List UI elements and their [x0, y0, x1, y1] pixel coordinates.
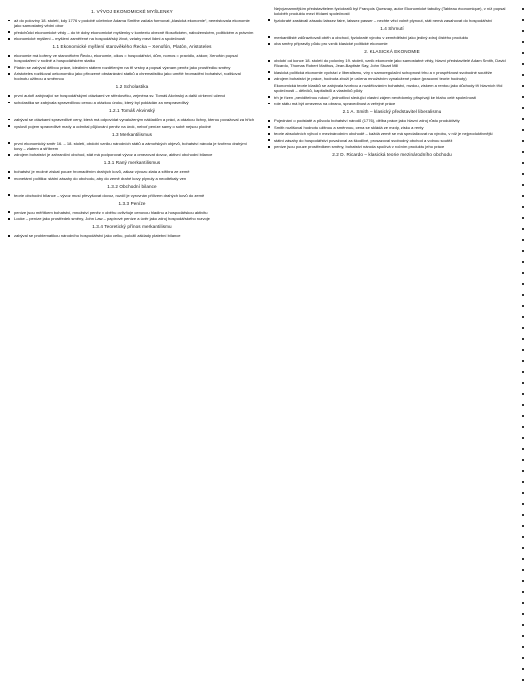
bullet-paragraph: klasická politická ekonomie vychází z liberalismu, víry v samoregulační schopnost trhu a v prospěšnost svobodné soutěže — [268, 70, 516, 75]
edge-mark — [522, 558, 524, 560]
edge-mark — [522, 613, 524, 615]
edge-mark — [522, 448, 524, 450]
edge-mark — [522, 536, 524, 538]
section-heading: 2. KLASICKÁ EKONOMIE — [364, 49, 420, 55]
edge-mark — [522, 85, 524, 87]
edge-mark — [522, 250, 524, 252]
bullet-paragraph: zdrojem bohatství je práce, hodnota zboží je určena množstvím vynaložené práce (pracovní teorie hodnoty) — [268, 76, 516, 81]
edge-mark — [522, 492, 524, 494]
bullet-paragraph: zabýval se problematikou národního hospodářství jako celku, položil základy platební bilance — [8, 233, 256, 238]
left-column — [8, 6, 256, 240]
bullet-paragraph: Smith rozlišoval hodnotu užitnou a směnnou, cena se skládá ze mzdy, zisku a renty — [268, 125, 516, 130]
edge-mark — [522, 195, 524, 197]
section-heading: 1.3.2 Obchodní bilance — [107, 183, 157, 189]
section-heading: 1.3.4 Teoretický přínos merkantilismu — [92, 224, 172, 230]
edge-mark — [522, 272, 524, 274]
section-heading: 1.2 Scholastika — [115, 84, 149, 90]
edge-mark — [522, 503, 524, 505]
section-heading: 1.1 Ekonomické myšlení starověkého Řecka – Xenofón, Platón, Aristoteles — [52, 44, 212, 50]
bullet-paragraph: fyziokraté zastávali zásadu laissez faire, laissez passer – nechte věci volně plynout, stát nemá zasahovat do hospodářství — [268, 18, 516, 23]
edge-mark — [522, 118, 524, 120]
edge-mark — [522, 63, 524, 65]
bullet-paragraph: první ekonomický směr 16. – 18. století, období vzniku národních států a zámořských objevů, bohatství národa je tvořeno drahými kovy – zlatem a stříbrem — [8, 141, 256, 151]
edge-mark — [522, 360, 524, 362]
bullet-paragraph: zdrojem bohatství je zahraniční obchod, stát má podporovat vývoz a omezovat dovoz, aktivní obchodní bilance — [8, 152, 256, 157]
edge-mark — [522, 382, 524, 384]
bullet-paragraph: bohatství je možné získat pouze hromaděním drahých kovů, zákaz vývozu zlata a stříbra ze země — [8, 169, 256, 174]
edge-mark — [522, 173, 524, 175]
edge-mark — [522, 305, 524, 307]
bullet-paragraph: první autoři zabývající se hospodářskými otázkami ve středověku, zejména sv. Tomáš Akvinský a další církevní učenci — [8, 93, 256, 98]
edge-mark — [522, 52, 524, 54]
bullet-paragraph: peníze jsou pouze prostředkem směny, bohatství národa spočívá v ročním produktu jeho práce — [268, 144, 516, 149]
edge-mark — [522, 371, 524, 373]
edge-mark — [522, 591, 524, 593]
right-column — [268, 6, 516, 161]
bullet-paragraph: Pojednání o podstatě a původu bohatství národů (1776), dělba práce jako hlavní zdroj růstu produktivity — [268, 118, 516, 123]
bullet-paragraph: oba směry připravily půdu pro vznik klasické politické ekonomie — [268, 41, 516, 46]
bullet-paragraph: Platón se zabýval dělbou práce, ideálním státem rozděleným na tři vrstvy a popsal význam peněz jako prostředku směny — [8, 65, 256, 70]
edge-mark — [522, 668, 524, 670]
bullet-paragraph: státní zásahy do hospodářství považoval za škodlivé, prosazoval svobodný obchod a volnou soutěž — [268, 138, 516, 143]
section-heading: 1.4 Shrnutí — [380, 25, 404, 31]
edge-mark — [522, 261, 524, 263]
edge-mark — [522, 349, 524, 351]
edge-mark — [522, 657, 524, 659]
edge-mark — [522, 624, 524, 626]
paragraph: Ekonomická teorie klasiků se zabývala tvorbou a rozdělováním bohatství, mzdou, ziskem a rentou jako důchody tří hlavních tříd společnosti – dělníků, kapitalistů a vlastníků půdy — [274, 82, 503, 93]
paragraph: Nejvýznamnějším představitelem fyziokratů byl François Quesnay, autor Ekonomické tabulky (Tableau économique), v níž popsal koloběh produktu mezi třídami společnosti — [274, 6, 506, 17]
bullet-paragraph: role státu má být omezena na obranu, spravedlnost a veřejné práce — [268, 101, 516, 106]
edge-mark — [522, 294, 524, 296]
page-edge-marks — [522, 0, 528, 686]
edge-mark — [522, 404, 524, 406]
section-heading: 1. VÝVOJ EKONOMICKÉ MYŠLENKY — [91, 9, 173, 14]
edge-mark — [522, 184, 524, 186]
bullet-paragraph: zabýval se otázkami spravedlivé ceny, která má odpovídat vynaloženým nákladům a práci, a otázkou lichvy, kterou považoval za hřích — [8, 117, 256, 122]
edge-mark — [522, 41, 524, 43]
edge-mark — [522, 459, 524, 461]
edge-mark — [522, 162, 524, 164]
bullet-paragraph: Aristoteles rozlišoval oekonomiku jako přirozené obstarávání statků a chrematistiku jako umělé hromadění bohatství, rozlišoval hodnotu užitnou a směnnou — [8, 71, 256, 81]
edge-mark — [522, 107, 524, 109]
bullet-paragraph: ekonomie má kořeny ve starověkém Řecku, ekonomie, oikos = hospodářství, dům, nomos = pravidlo, zákon; Xenofón popsal hospodaření v rodině a hospodářském statku — [8, 53, 256, 63]
edge-mark — [522, 679, 524, 681]
bullet-paragraph: období od konce 18. století do poloviny 19. století, vznik ekonomie jako samostatné vědy, hlavní představitelé Adam Smith, David Ricardo, Thomas Robert Malthus, Jean-Baptiste Say, John Stuart Mill — [268, 58, 516, 68]
edge-mark — [522, 514, 524, 516]
section-heading: 1.3.1 Raný merkantilismus — [103, 160, 161, 166]
bullet-paragraph: předchůdci ekonomické vědy – do té doby ekonomické myšlenky v kontextu obecně filosofickém, náboženském, politickém a právním — [8, 30, 256, 35]
edge-mark — [522, 569, 524, 571]
edge-mark — [522, 580, 524, 582]
bullet-paragraph: peníze jsou měřítkem bohatství, množství peněz v oběhu ovlivňuje cenovou hladinu a hospodářskou aktivitu — [8, 210, 256, 215]
bullet-paragraph: až do poloviny 18. století, kdy 1776 v podobě učebnice Adama Smithe začala formovat „klasická ekonomie“, neexistovala ekonomie jako samostatný vědní obor — [8, 18, 256, 28]
edge-mark — [522, 426, 524, 428]
edge-mark — [522, 228, 524, 230]
bullet-paragraph: Locke – peníze jako prostředek směny, John Law – papírové peníze a úvěr jako zdroj hospodářského rozvoje — [8, 216, 256, 221]
section-heading: 1.3.3 Peníze — [118, 200, 146, 206]
edge-mark — [522, 635, 524, 637]
edge-mark — [522, 30, 524, 32]
edge-mark — [522, 129, 524, 131]
edge-mark — [522, 646, 524, 648]
edge-mark — [522, 74, 524, 76]
edge-mark — [522, 602, 524, 604]
edge-mark — [522, 393, 524, 395]
edge-mark — [522, 547, 524, 549]
bullet-paragraph: merkantilisté zdůrazňovali oběh a obchod, fyziokraté výrobu v zemědělství jako jediný zdroj čistého produktu — [268, 35, 516, 40]
edge-mark — [522, 8, 524, 10]
edge-mark — [522, 338, 524, 340]
edge-mark — [522, 96, 524, 98]
section-heading: 1.2.1 Tomáš Akvinský — [108, 108, 156, 114]
bullet-paragraph: vyslovil pojem spravedlivé mzdy a odmítal půjčování peněz na úrok, neboť peníze samy o sobě nejsou plodné — [8, 124, 256, 129]
edge-mark — [522, 316, 524, 318]
bullet-paragraph: ekonomické myšlení – myšlení zaměřené na hospodářský život, vztahy mezi lidmi a společností — [8, 36, 256, 41]
edge-mark — [522, 140, 524, 142]
edge-mark — [522, 217, 524, 219]
bullet-paragraph: teorie obchodní bilance – vývoz musí převyšovat dovoz, rozdíl je vyrovnán přílivem drahých kovů do země — [8, 193, 256, 198]
edge-mark — [522, 437, 524, 439]
edge-mark — [522, 481, 524, 483]
edge-mark — [522, 525, 524, 527]
edge-mark — [522, 19, 524, 21]
bullet-paragraph: scholastika se zabývala spravedlivou cenou a otázkou úroku, který byl pokládán za nespravedlivý — [8, 100, 256, 105]
edge-mark — [522, 206, 524, 208]
section-heading: 2.1 A. Smith – klasický představitel liberalismu — [342, 109, 442, 115]
edge-mark — [522, 415, 524, 417]
section-heading: 1.3 Merkantilismus — [111, 131, 153, 137]
bullet-paragraph: trh je řízen „neviditelnou rukou“, jednotlivci sledující vlastní zájem nevědomky přispívají ke blahu celé společnosti — [268, 95, 516, 100]
edge-mark — [522, 239, 524, 241]
bullet-paragraph: monetární politika: státní zásahy do obchodu, aby do země drahé kovy plynuly a neodtékaly ven — [8, 176, 256, 181]
bullet-paragraph: teorie absolutních výhod v mezinárodním obchodě – každá země se má specializovat na výrobu, v níž je nejproduktivnější — [268, 131, 516, 136]
edge-mark — [522, 327, 524, 329]
edge-mark — [522, 283, 524, 285]
edge-mark — [522, 151, 524, 153]
section-heading: 2.2 D. Ricardo – klasická teorie mezinárodního obchodu — [332, 152, 452, 158]
edge-mark — [522, 470, 524, 472]
